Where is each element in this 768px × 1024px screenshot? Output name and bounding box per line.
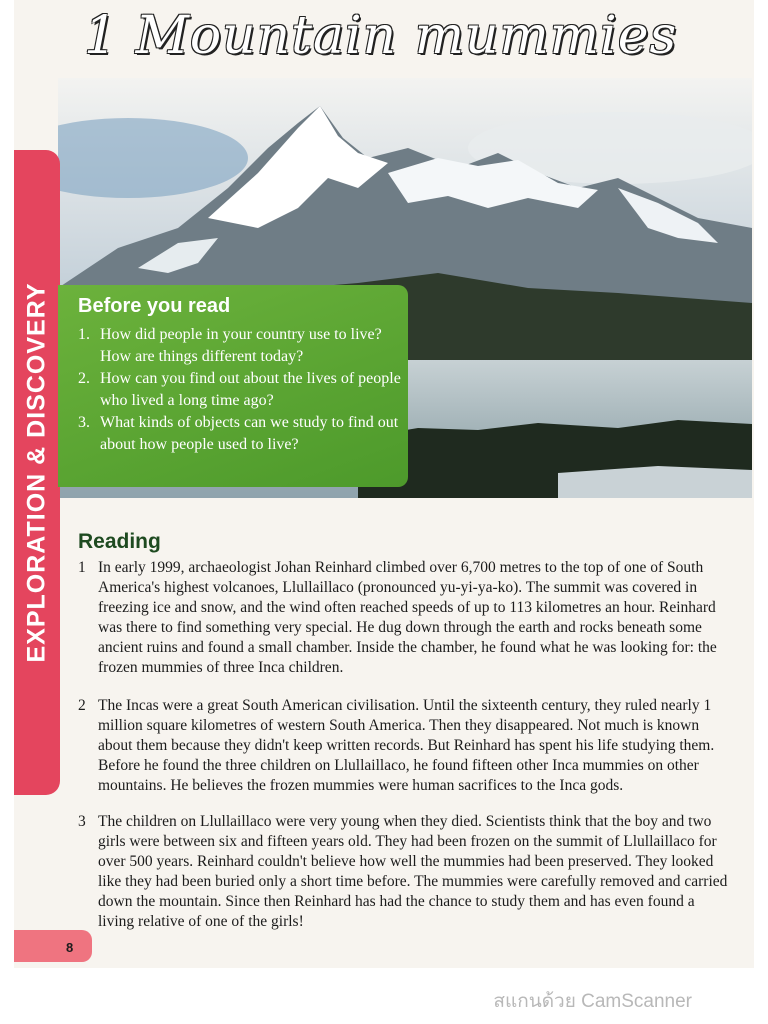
section-tab-label: EXPLORATION & DISCOVERY: [22, 282, 51, 663]
page-number: 8: [14, 930, 92, 962]
question-number: 3.: [78, 414, 90, 431]
paragraph-text: The Incas were a great South American civilisation. Until the sixteenth century, they ruled nearly 1 million square kilometres of western South America. Then they disappeared. Not much is known about them because they didn't keep written records. But Reinhard has spent his life studying them. Before he found the three children on Llullaillaco, he found fifteen other Inca mummies on other mountains. He believes the frozen mummies were human sacrifices to the Inca gods.: [98, 697, 715, 794]
before-you-read-heading: Before you read: [78, 295, 231, 317]
reading-paragraph: [78, 558, 728, 678]
section-tab: [14, 150, 60, 795]
question-item: [78, 324, 408, 368]
reading-heading: Reading: [78, 530, 161, 553]
paragraph-number: 3: [78, 813, 86, 830]
reading-paragraph: [78, 812, 728, 932]
reading-paragraph: [78, 696, 728, 796]
question-item: [78, 412, 408, 456]
before-you-read-box: [58, 285, 408, 487]
question-list: [78, 324, 408, 456]
paragraph-text: In early 1999, archaeologist Johan Reinhard climbed over 6,700 metres to the top of one of South America's highest volcanoes, Llullaillaco (pronounced yu-yi-ya-ko). The summit was covered in freezing ice and snow, and the wind often reached speeds of up to 113 kilometres an hour. Reinhard was there to find something very special. He dug down through the earth and rocks beneath some ancient ruins and found a small chamber. Inside the chamber, he found what he was looking for: the frozen mummies of three Inca children.: [98, 559, 717, 676]
paragraph-number: 1: [78, 559, 86, 576]
question-item: [78, 368, 408, 412]
page-title: 1 Mountain mummies: [84, 6, 678, 66]
question-text: How did people in your country use to live? How are things different today?: [100, 326, 382, 365]
question-text: How can you find out about the lives of people who lived a long time ago?: [100, 370, 401, 409]
question-text: What kinds of objects can we study to find out about how people used to live?: [100, 414, 399, 453]
scanner-watermark: สแกนด้วย CamScanner: [493, 991, 692, 1012]
paragraph-text: The children on Llullaillaco were very young when they died. Scientists think that the boy and two girls were between six and fifteen years old. They had been frozen on the summit of Llullaillaco for over 500 years. Reinhard couldn't believe how well the mummies had been preserved. They looked like they had been buried only a short time before. The mummies were carefully removed and carried down the mountain. Since then Reinhard has had the chance to study them and has even found a living relative of one of the girls!: [98, 813, 728, 930]
paragraph-number: 2: [78, 697, 86, 714]
question-number: 1.: [78, 326, 90, 343]
question-number: 2.: [78, 370, 90, 387]
